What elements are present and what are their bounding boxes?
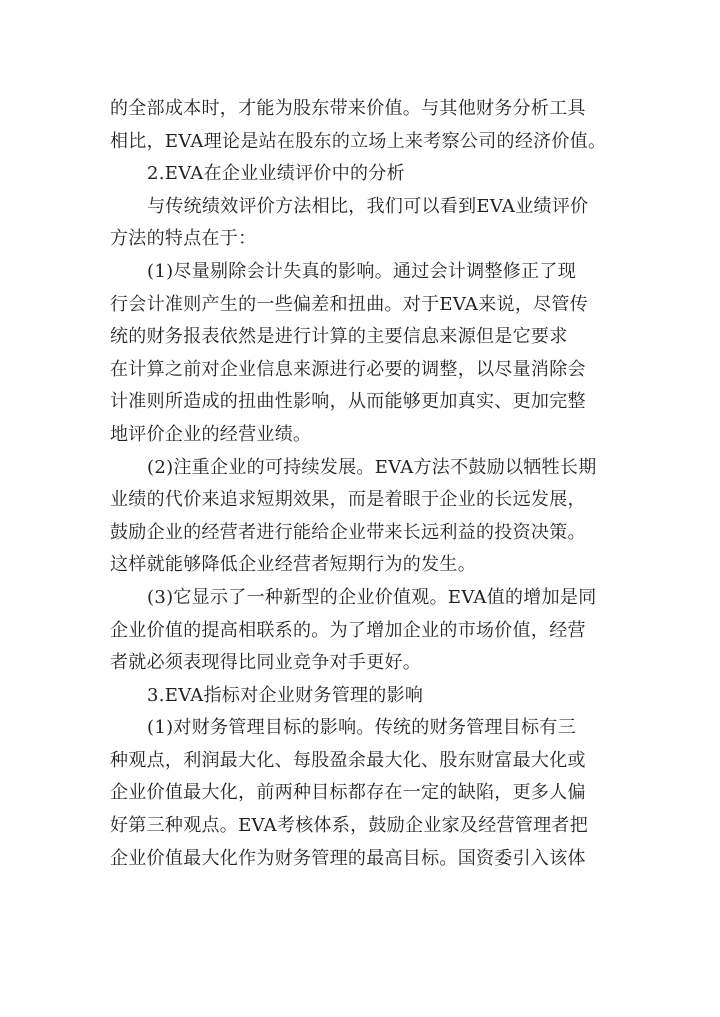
text-line: 企业价值最大化作为财务管理的最高目标。国资委引入该体 (110, 847, 586, 869)
text-line: 行会计准则产生的一些偏差和扭曲。对于EVA来说，尽管传 (110, 293, 589, 315)
text-line: (1)尽量剔除会计失真的影响。通过会计调整修正了现 (147, 260, 576, 282)
text-line: 鼓励企业的经营者进行能给企业带来长远利益的投资决策。 (110, 521, 586, 543)
heading-line: 2.EVA在企业业绩评价中的分析 (147, 163, 405, 185)
document-body (110, 93, 615, 875)
paragraph-feature-3 (110, 582, 615, 680)
text-line: 企业价值的提高相联系的。为了增加企业的市场价值，经营 (110, 619, 586, 641)
paragraph-intro-continued (110, 93, 615, 158)
paragraph-impact-1 (110, 712, 615, 875)
text-line: 好第三种观点。EVA考核体系，鼓励企业家及经营管理者把 (110, 815, 589, 837)
paragraph-feature-2 (110, 452, 615, 582)
text-line: (2)注重企业的可持续发展。EVA方法不鼓励以牺牲长期 (147, 456, 597, 478)
section-heading-3 (110, 680, 615, 713)
text-line: 这样就能够降低企业经营者短期行为的发生。 (110, 554, 476, 576)
text-line: 在计算之前对企业信息来源进行必要的调整，以尽量消除会 (110, 358, 586, 380)
text-line: 方法的特点在于： (110, 228, 257, 250)
text-line: 地评价企业的经营业绩。 (110, 423, 312, 445)
paragraph-feature-1 (110, 256, 615, 452)
text-line: 的全部成本时，才能为股东带来价值。与其他财务分析工具 (110, 98, 586, 119)
text-line: 统的财务报表依然是进行计算的主要信息来源但是它要求 (110, 326, 568, 348)
text-line: 计准则所造成的扭曲性影响，从而能够更加真实、更加完整 (110, 391, 586, 413)
text-line: 业绩的代价来追求短期效果，而是着眼于企业的长远发展， (110, 489, 586, 511)
text-line: 相比，EVA理论是站在股东的立场上来考察公司的经济价值。 (110, 130, 607, 152)
text-line: (3)它显示了一种新型的企业价值观。EVA值的增加是同 (147, 586, 597, 608)
paragraph-features-intro (110, 191, 615, 256)
text-line: (1)对财务管理目标的影响。传统的财务管理目标有三 (147, 717, 576, 739)
text-line: 与传统绩效评价方法相比，我们可以看到EVA业绩评价 (147, 195, 589, 217)
text-line: 者就必须表现得比同业竞争对手更好。 (110, 652, 422, 674)
heading-line: 3.EVA指标对企业财务管理的影响 (147, 684, 424, 706)
text-line: 企业价值最大化，前两种目标都存在一定的缺陷，更多人偏 (110, 782, 586, 804)
section-heading-2 (110, 158, 615, 191)
text-line: 种观点，利润最大化、每股盈余最大化、股东财富最大化或 (110, 749, 586, 771)
